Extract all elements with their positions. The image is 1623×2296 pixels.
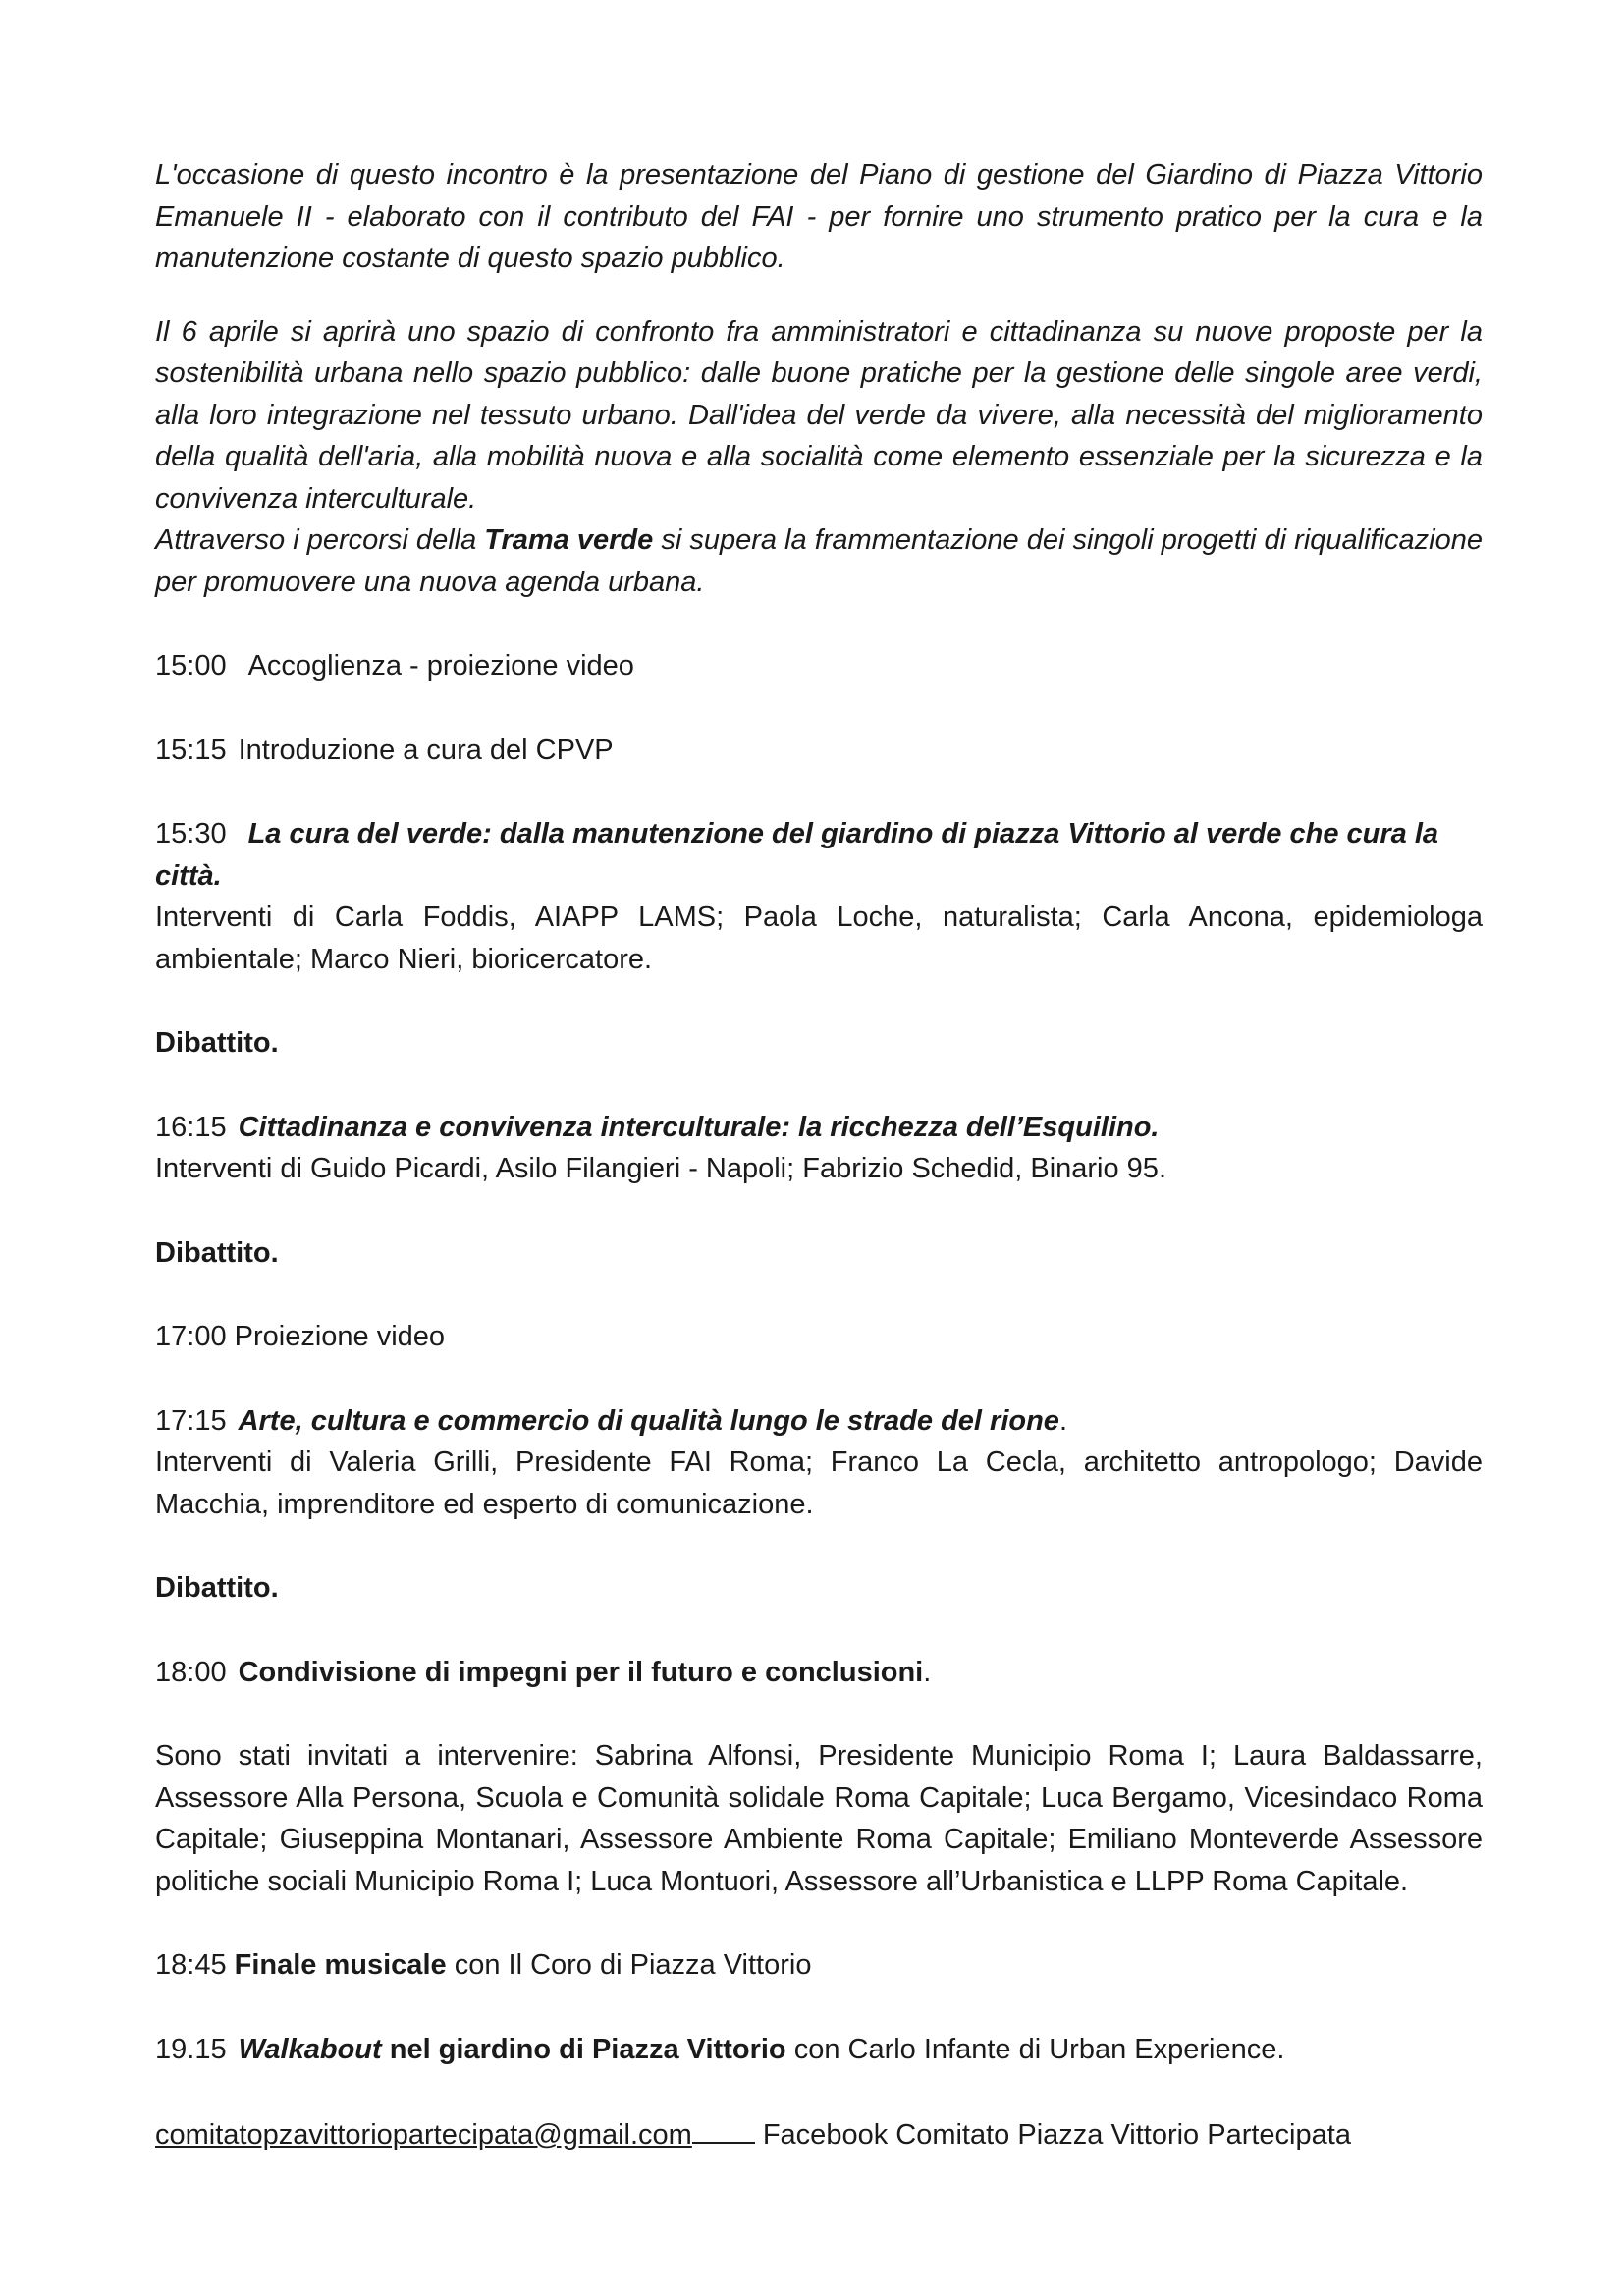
underline-rule <box>692 2112 755 2144</box>
intro-paragraph-3-lead: Attraverso i percorsi della <box>155 524 485 556</box>
program-item-1800 <box>155 1652 1483 1694</box>
program-title: nel giardino di Piazza Vittorio <box>381 2033 786 2065</box>
email-link[interactable]: comitatopzavittoriopartecipata@gmail.com <box>155 2119 692 2151</box>
intro-paragraph-3-tail: si supera la frammentazione dei singoli progetti di riqualificazione per promuovere una nuova agenda urbana. <box>155 524 1483 598</box>
document-page <box>155 154 1483 2157</box>
program-detail: con Carlo Infante di Urban Experience. <box>785 2033 1285 2065</box>
program-time: 19.15 <box>155 2033 227 2065</box>
debate-label: Dibattito. <box>155 1027 279 1059</box>
program-item-1715 <box>155 1400 1483 1443</box>
intro-paragraph-1: L'occasione di questo incontro è la presentazione del Piano di gestione del Giardino di Piazza Vittorio Emanuele II - elaborato con il contributo del FAI - per fornire uno strumento pratico per la cura e la manutenzione costante di questo spazio pubblico. <box>155 159 1483 274</box>
program-item-1515 <box>155 730 1483 772</box>
intro-paragraph-3 <box>155 519 1483 603</box>
program-item-1845 <box>155 1944 1483 1987</box>
program-title-end: . <box>923 1656 932 1688</box>
program-title: Accoglienza - proiezione video <box>247 650 634 682</box>
debate-label: Dibattito. <box>155 1572 279 1604</box>
program-time: 17:15 <box>155 1404 227 1437</box>
program-item-1915 <box>155 2029 1483 2071</box>
program-speakers: Interventi di Carla Foddis, AIAPP LAMS; Paola Loche, naturalista; Carla Ancona, epidemiologa ambientale; Marco Nieri, bioricercatore. <box>155 902 1483 975</box>
program-detail: con Il Coro di Piazza Vittorio <box>446 1949 812 1981</box>
program-speakers: Interventi di Valeria Grilli, Presidente FAI Roma; Franco La Cecla, architetto antropologo; Davide Macchia, imprenditore ed esperto di comunicazione. <box>155 1447 1483 1520</box>
program-title: Proiezione video <box>234 1321 446 1352</box>
intro-paragraph-2: Il 6 aprile si aprirà uno spazio di confronto fra amministratori e cittadinanza su nuove proposte per la sostenibilità urbana nello spazio pubblico: dalle buone pratiche per la gestione delle singole aree verdi, alla loro integrazione nel tessuto urbano. Dall'idea del verde da vivere, alla necessità del miglioramento della qualità dell'aria, alla mobilità nuova e alla socialità come elemento essenziale per la sicurezza e la convivenza interculturale. <box>155 315 1483 515</box>
program-title: Cittadinanza e convivenza interculturale: la ricchezza dell’Esquilino. <box>238 1111 1160 1143</box>
program-title-walkabout: Walkabout <box>238 2033 382 2065</box>
debate-label: Dibattito. <box>155 1236 279 1269</box>
program-time: 16:15 <box>155 1111 227 1143</box>
program-time: 15:00 <box>155 650 227 682</box>
program-speakers: Interventi di Guido Picardi, Asilo Filangieri - Napoli; Fabrizio Schedid, Binario 95. <box>155 1153 1166 1184</box>
program-title: Arte, cultura e commercio di qualità lungo le strade del rione <box>238 1404 1059 1437</box>
program-item-1530 <box>155 813 1483 897</box>
program-title: Condivisione di impegni per il futuro e conclusioni <box>238 1656 924 1688</box>
program-time: 18:00 <box>155 1656 227 1688</box>
program-item-1500 <box>155 645 1483 687</box>
program-item-1700 <box>155 1316 1483 1358</box>
footer-contacts <box>155 2112 1483 2157</box>
program-time: 18:45 <box>155 1949 227 1981</box>
program-title: Introduzione a cura del CPVP <box>238 734 614 766</box>
program-time: 15:30 <box>155 818 227 849</box>
program-title: Finale musicale <box>234 1949 447 1981</box>
program-title-end: . <box>1058 1404 1067 1437</box>
program-item-1615 <box>155 1107 1483 1149</box>
program-time: 15:15 <box>155 734 227 766</box>
trama-verde-highlight: Trama verde <box>484 524 654 556</box>
invited-guests: Sono stati invitati a intervenire: Sabrina Alfonsi, Presidente Municipio Roma I; Laura Baldassarre, Assessore Alla Persona, Scuola e Comunità solidale Roma Capitale; Luca Bergamo, Vicesindaco Roma Capitale; Giuseppina Montanari, Assessore Ambiente Roma Capitale; Emiliano Monteverde Assessore politiche sociali Municipio Roma I; Luca Montuori, Assessore all’Urbanistica e LLPP Roma Capitale. <box>155 1740 1483 1897</box>
program-title: La cura del verde: dalla manutenzione del giardino di piazza Vittorio al verde che cura la città. <box>155 818 1438 892</box>
program-time: 17:00 <box>155 1321 227 1352</box>
facebook-page-label: Facebook Comitato Piazza Vittorio Partecipata <box>762 2119 1351 2151</box>
